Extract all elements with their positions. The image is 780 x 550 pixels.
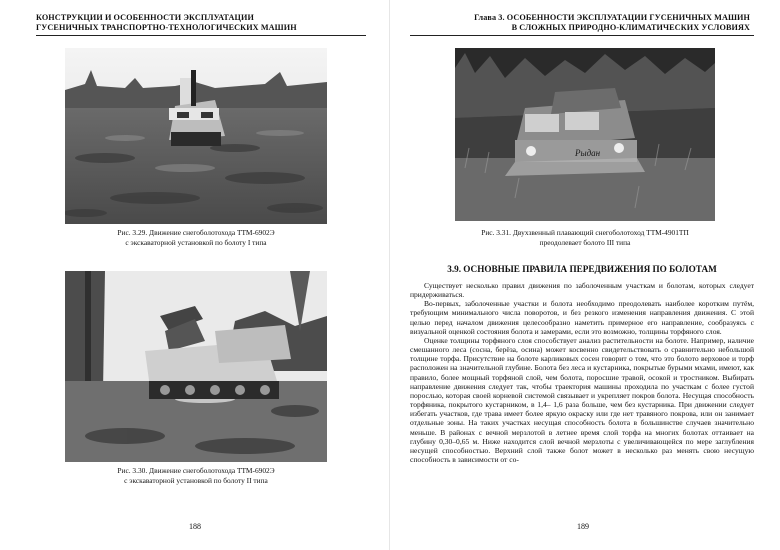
right-running-head-line1: Глава 3. ОСОБЕННОСТИ ЭКСПЛУАТАЦИИ ГУСЕНИЧНЫХ МАШИН	[474, 13, 750, 22]
caption-fig-3-30-line2: с экскаваторной установкой по болоту II типа	[124, 475, 268, 485]
right-page	[390, 0, 780, 550]
caption-fig-3-31-line2: преодолевает болото III типа	[539, 237, 631, 247]
photo-fig-3-31	[455, 48, 715, 221]
caption-fig-3-31	[430, 228, 740, 247]
caption-fig-3-29	[65, 228, 327, 247]
caption-fig-3-29-line1: Рис. 3.29. Движение снегоболотохода ТТМ-6902Э	[117, 228, 275, 237]
caption-fig-3-31-line1: Рис. 3.31. Двухзвенный плавающий снегоболотоход ТТМ-4901ТП	[481, 228, 689, 237]
photo-fig-3-30	[65, 271, 327, 462]
left-running-head-line2: ГУСЕНИЧНЫХ ТРАНСПОРТНО-ТЕХНОЛОГИЧЕСКИХ МАШИН	[36, 23, 297, 32]
right-page-number: 189	[577, 522, 589, 531]
amphibious-vehicle-photo	[455, 48, 715, 221]
left-running-head	[36, 13, 366, 33]
left-header-rule	[36, 35, 366, 36]
caption-fig-3-30	[60, 466, 332, 485]
caption-fig-3-29-line2: с экскаваторной установкой по болоту I типа	[125, 237, 267, 247]
right-header-rule	[410, 35, 754, 36]
body-text	[410, 281, 754, 464]
swamp-vehicle-photo-2	[65, 271, 327, 462]
caption-fig-3-30-line1: Рис. 3.30. Движение снегоболотохода ТТМ-6902Э	[117, 466, 275, 475]
left-running-head-line1: КОНСТРУКЦИИ И ОСОБЕННОСТИ ЭКСПЛУАТАЦИИ	[36, 13, 254, 22]
right-running-head-line2: В СЛОЖНЫХ ПРИРОДНО-КЛИМАТИЧЕСКИХ УСЛОВИЯХ	[511, 23, 750, 32]
section-title: 3.9. ОСНОВНЫЕ ПРАВИЛА ПЕРЕДВИЖЕНИЯ ПО БОЛОТАМ	[447, 264, 717, 274]
photo-fig-3-29	[65, 48, 327, 224]
paragraph-1: Существует несколько правил движения по заболоченным участкам и болотам, которых следует придерживаться.	[410, 281, 754, 300]
right-running-head	[410, 13, 750, 33]
swamp-vehicle-photo-1	[65, 48, 327, 224]
paragraph-3: Оценке толщины торфяного слоя способствует анализ растительности на болоте. Например, наличие смешанного леса (сосна, берёза, осина) может косвенно свидетельствовать о сравнительно небольшой толщине торфа. Присутствие на болоте карликовых сосен говорит о том, что это болото верховое и торф расположен на значительной глубине. Болота без леса и кустарника, покрытые бурыми мхами, имеют, как правило, более мощный торфяной слой, чем болота, поросшие травой, осокой и тростником. Выбирать направление движения следует так, чтобы траектория машины проходила по участкам с более густой порослью, которая своей корневой системой связывает и укрепляет покров болота. Несущая способность торфяника, покрытого кустарником, в 1,4– 1,6 раза больше, чем без кустарника. При движении следует избегать участков, где трава имеет более яркую окраску или где нет травяного покрова, или он занимает отдельные зоны. На таких участках несущая способность болота в большинстве случаев значительно меньше. В районах с вечной мерзлотой в летнее время слой торфа на многих болотах оттаивает на глубину 0,30–0,65 м. Ниже находится слой вечной мерзлоты с увеличивающейся по мере заглубления несущей способностью. Верхний слой также болот может в несколько раз менять свою несущую способность в зависимости от со-	[410, 335, 754, 464]
left-page-number: 188	[189, 522, 201, 531]
paragraph-2: Во-первых, заболоченные участки и болота необходимо преодолевать наиболее коротким путём, требующим минимального числа поворотов, и без резкого изменения направления движения. С этой целью перед началом движения целесообразно наметить примерное его направление, сообразуясь с визуальной оценкой состояния болота и замерами, если это возможно, толщины торфяного слоя.	[410, 299, 754, 336]
vehicle-label-text: Рыдан	[575, 148, 601, 158]
